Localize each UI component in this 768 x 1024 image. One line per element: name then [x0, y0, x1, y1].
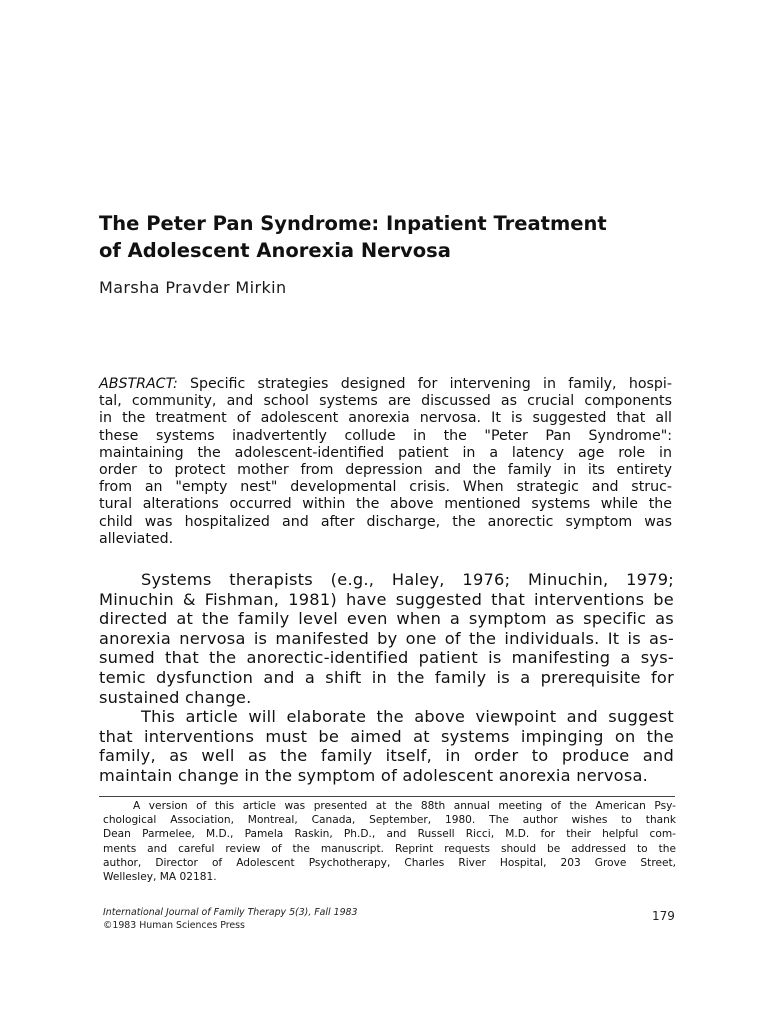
journal-citation: International Journal of Family Therapy 5(3), Fall 1983: [103, 907, 358, 918]
body-line: Minuchin & Fishman, 1981) have suggested that interventions be: [99, 589, 674, 609]
body-line: This article will elaborate the above viewpoint and suggest: [141, 707, 674, 727]
body-line: temic dysfunction and a shift in the family is a prerequisite for: [99, 667, 674, 687]
body-line: maintain change in the symptom of adolescent anorexia nervosa.: [99, 765, 649, 785]
abstract-text: Specific strategies designed for intervening in family, hospi-: [177, 376, 672, 392]
title-line: The Peter Pan Syndrome: Inpatient Treatment: [99, 212, 607, 235]
body-line: family, as well as the family itself, in order to produce and: [99, 746, 674, 766]
paragraph: [99, 570, 674, 707]
footnote-line: A version of this article was presented at the 88th annual meeting of the American Psy-: [133, 800, 676, 812]
abstract: [99, 376, 672, 548]
abstract-label: ABSTRACT:: [99, 376, 178, 392]
abstract-line: these systems inadvertently collude in the "Peter Pan Syndrome":: [99, 427, 672, 444]
abstract-line: tural alterations occurred within the above mentioned systems while the: [99, 496, 672, 513]
footnote-line: ments and careful review of the manuscript. Reprint requests should be addressed to the: [103, 842, 676, 855]
abstract-line: [99, 376, 672, 393]
abstract-line: maintaining the adolescent-identified patient in a latency age role in: [99, 444, 672, 461]
journal-info: [103, 906, 357, 932]
footnote-divider: [99, 796, 675, 797]
body-line: directed at the family level even when a symptom as specific as: [99, 609, 674, 629]
footnote-line: Wellesley, MA 02181.: [103, 871, 217, 884]
paragraph: [99, 707, 674, 785]
article-title: [99, 210, 699, 264]
title-line: of Adolescent Anorexia Nervosa: [99, 239, 451, 262]
abstract-line: alleviated.: [99, 530, 174, 547]
author-name: Marsha Pravder Mirkin: [99, 278, 287, 297]
body-line: sustained change.: [99, 687, 252, 707]
abstract-line: from an "empty nest" developmental crisis. When strategic and struc-: [99, 479, 672, 496]
body-line: anorexia nervosa is manifested by one of the individuals. It is as-: [99, 628, 674, 648]
footnote-line: Dean Parmelee, M.D., Pamela Raskin, Ph.D., and Russell Ricci, M.D. for their helpful com-: [103, 828, 676, 841]
footnote-line: author, Director of Adolescent Psychotherapy, Charles River Hospital, 203 Grove Street,: [103, 856, 676, 869]
abstract-line: order to protect mother from depression and the family in its entirety: [99, 462, 672, 479]
body-text: [99, 570, 674, 786]
body-line: that interventions must be aimed at systems impinging on the: [99, 726, 674, 746]
footnote: [103, 799, 676, 884]
abstract-line: in the treatment of adolescent anorexia nervosa. It is suggested that all: [99, 410, 672, 427]
body-line: Systems therapists (e.g., Haley, 1976; Minuchin, 1979;: [141, 570, 674, 589]
copyright: ©1983 Human Sciences Press: [103, 920, 245, 931]
body-line: sumed that the anorectic-identified patient is manifesting a sys-: [99, 648, 674, 668]
abstract-line: tal, community, and school systems are discussed as crucial components: [99, 393, 672, 410]
page-number: 179: [652, 909, 675, 923]
footnote-line: chological Association, Montreal, Canada, September, 1980. The author wishes to thank: [103, 814, 676, 827]
abstract-line: child was hospitalized and after discharge, the anorectic symptom was: [99, 513, 672, 530]
